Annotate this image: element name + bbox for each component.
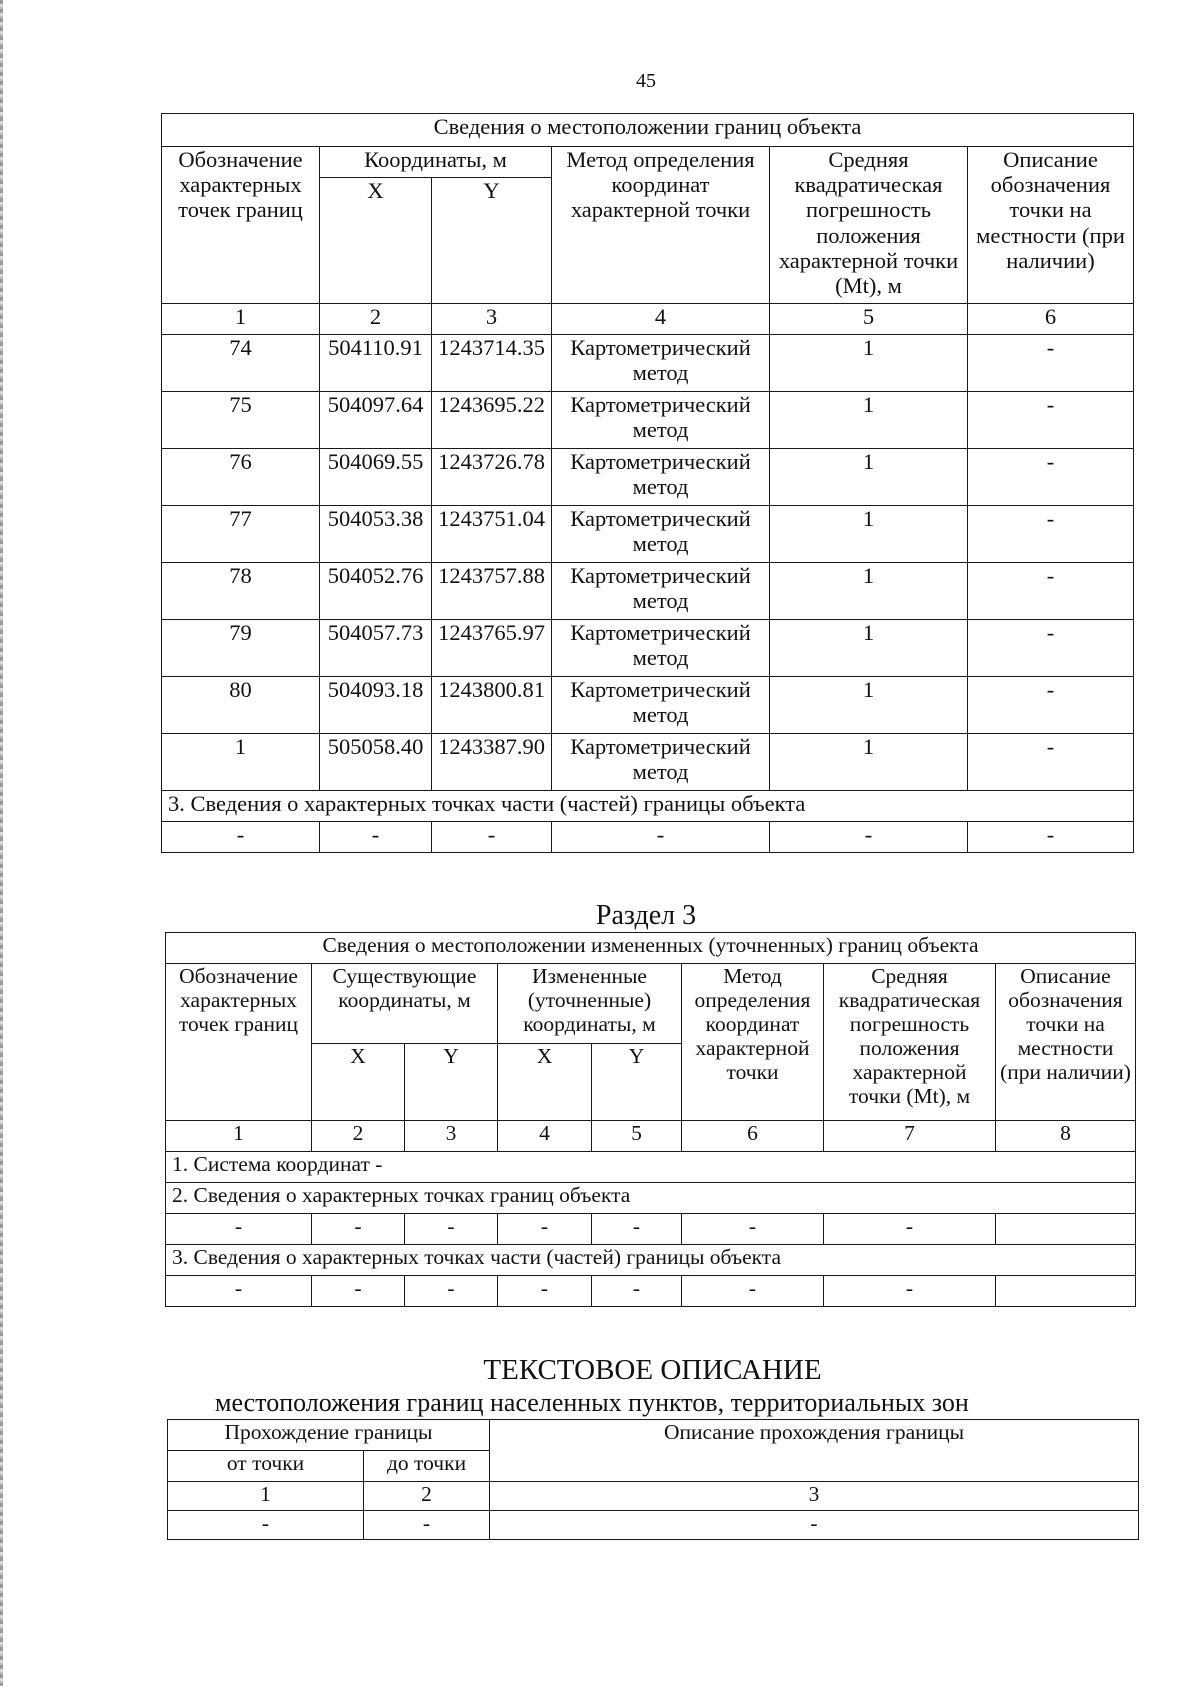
column-number: 3	[432, 304, 552, 335]
coord-x: 504057.73	[320, 620, 432, 677]
header-coordinates: Координаты, м	[320, 147, 552, 178]
table-row	[162, 335, 1134, 392]
column-number: 8	[996, 1121, 1136, 1152]
error: 1	[770, 620, 968, 677]
point-id: 77	[162, 506, 320, 563]
table-row	[162, 506, 1134, 563]
points-title: 2. Сведения о характерных точках границ объекта	[166, 1183, 1136, 1214]
column-number: 7	[824, 1121, 996, 1152]
error: 1	[770, 506, 968, 563]
header-to-point: до точки	[364, 1451, 490, 1482]
header-x: X	[312, 1043, 405, 1121]
coord-y: 1243751.04	[432, 506, 552, 563]
error: 1	[770, 392, 968, 449]
coord-y: 1243695.22	[432, 392, 552, 449]
empty-cell: -	[498, 1276, 592, 1307]
coord-y: 1243757.88	[432, 563, 552, 620]
scan-edge	[0, 0, 3, 1686]
empty-cell: -	[682, 1214, 824, 1245]
coord-x: 504097.64	[320, 392, 432, 449]
column-number: 2	[364, 1482, 490, 1511]
table-row	[162, 822, 1134, 853]
table-title: Сведения о местоположении границ объекта	[162, 114, 1134, 147]
table-row	[162, 563, 1134, 620]
table-row	[168, 1511, 1139, 1540]
coord-x: 504110.91	[320, 335, 432, 392]
point-id: 74	[162, 335, 320, 392]
part-points-title: 3. Сведения о характерных точках части (частей) границы объекта	[162, 791, 1134, 822]
header-point-designation: Обозначение характерных точек границ	[162, 147, 320, 304]
point-id: 80	[162, 677, 320, 734]
header-method: Метод определения координат характерной точки	[552, 147, 770, 304]
changed-boundary-table	[165, 932, 1136, 1307]
empty-cell: -	[498, 1214, 592, 1245]
column-number: 6	[682, 1121, 824, 1152]
table-row	[162, 677, 1134, 734]
method: Картометрический метод	[552, 449, 770, 506]
method: Картометрический метод	[552, 506, 770, 563]
empty-cell: -	[592, 1214, 682, 1245]
description: -	[968, 449, 1134, 506]
column-number: 6	[968, 304, 1134, 335]
empty-cell: -	[432, 822, 552, 853]
header-x: X	[320, 178, 432, 304]
header-x: X	[498, 1043, 592, 1121]
empty-cell: -	[682, 1276, 824, 1307]
description: -	[968, 734, 1134, 791]
point-id: 79	[162, 620, 320, 677]
part-points-title: 3. Сведения о характерных точках части (частей) границы объекта	[166, 1245, 1136, 1276]
column-number: 1	[168, 1482, 364, 1511]
table-title: Сведения о местоположении измененных (уточненных) границ объекта	[166, 933, 1136, 964]
column-number: 5	[592, 1121, 682, 1152]
page-number: 45	[636, 70, 656, 92]
empty-cell: -	[320, 822, 432, 853]
error: 1	[770, 677, 968, 734]
empty-cell	[996, 1276, 1136, 1307]
error: 1	[770, 335, 968, 392]
method: Картометрический метод	[552, 335, 770, 392]
empty-cell: -	[490, 1511, 1139, 1540]
header-existing-coordinates: Существующие координаты, м	[312, 964, 498, 1044]
description: -	[968, 392, 1134, 449]
column-number: 1	[162, 304, 320, 335]
empty-cell: -	[162, 822, 320, 853]
column-number: 1	[166, 1121, 312, 1152]
method: Картометрический метод	[552, 563, 770, 620]
table-row	[162, 392, 1134, 449]
point-id: 76	[162, 449, 320, 506]
header-from-point: от точки	[168, 1451, 364, 1482]
method: Картометрический метод	[552, 677, 770, 734]
empty-cell: -	[770, 822, 968, 853]
header-error: Средняя квадратическая погрешность положения характерной точки (Mt), м	[770, 147, 968, 304]
table-row	[162, 620, 1134, 677]
empty-cell: -	[364, 1511, 490, 1540]
boundary-location-table	[161, 113, 1134, 853]
empty-cell: -	[405, 1214, 498, 1245]
coord-y: 1243765.97	[432, 620, 552, 677]
column-number: 4	[498, 1121, 592, 1152]
header-y: Y	[432, 178, 552, 304]
column-number: 4	[552, 304, 770, 335]
method: Картометрический метод	[552, 620, 770, 677]
section-title: Раздел 3	[595, 900, 697, 931]
header-point-designation: Обозначение характерных точек границ	[166, 964, 312, 1121]
empty-cell: -	[552, 822, 770, 853]
coord-y: 1243800.81	[432, 677, 552, 734]
header-y: Y	[592, 1043, 682, 1121]
coord-x: 504093.18	[320, 677, 432, 734]
point-id: 75	[162, 392, 320, 449]
method: Картометрический метод	[552, 734, 770, 791]
header-y: Y	[405, 1043, 498, 1121]
header-error: Средняя квадратическая погрешность положения характерной точки (Mt), м	[824, 964, 996, 1121]
error: 1	[770, 449, 968, 506]
header-passage-description: Описание прохождения границы	[490, 1420, 1139, 1482]
empty-cell: -	[968, 822, 1134, 853]
empty-cell: -	[824, 1214, 996, 1245]
method: Картометрический метод	[552, 392, 770, 449]
empty-cell: -	[312, 1214, 405, 1245]
empty-cell: -	[312, 1276, 405, 1307]
table-row	[162, 449, 1134, 506]
description: -	[968, 563, 1134, 620]
header-description: Описание обозначения точки на местности (при наличии)	[996, 964, 1136, 1121]
header-method: Метод определения координат характерной точки	[682, 964, 824, 1121]
column-number: 2	[312, 1121, 405, 1152]
empty-cell: -	[592, 1276, 682, 1307]
column-number: 5	[770, 304, 968, 335]
point-id: 1	[162, 734, 320, 791]
table-row	[166, 1276, 1136, 1307]
column-number: 2	[320, 304, 432, 335]
description: -	[968, 335, 1134, 392]
empty-cell: -	[168, 1511, 364, 1540]
empty-cell: -	[166, 1214, 312, 1245]
coord-x: 504069.55	[320, 449, 432, 506]
boundary-description-table	[167, 1419, 1139, 1540]
description-subtitle: местоположения границ населенных пунктов, территориальных зон	[215, 1388, 969, 1417]
coord-y: 1243714.35	[432, 335, 552, 392]
coord-x: 504053.38	[320, 506, 432, 563]
column-number: 3	[490, 1482, 1139, 1511]
empty-cell: -	[166, 1276, 312, 1307]
header-passage: Прохождение границы	[168, 1420, 490, 1451]
empty-cell	[996, 1214, 1136, 1245]
empty-cell: -	[824, 1276, 996, 1307]
coord-x: 505058.40	[320, 734, 432, 791]
coord-y: 1243387.90	[432, 734, 552, 791]
coord-x: 504052.76	[320, 563, 432, 620]
column-number: 3	[405, 1121, 498, 1152]
coordinate-system: 1. Система координат -	[166, 1152, 1136, 1183]
description: -	[968, 620, 1134, 677]
error: 1	[770, 734, 968, 791]
description: -	[968, 506, 1134, 563]
header-changed-coordinates: Измененные (уточненные) координаты, м	[498, 964, 682, 1044]
header-description: Описание обозначения точки на местности (при наличии)	[968, 147, 1134, 304]
empty-cell: -	[405, 1276, 498, 1307]
description: -	[968, 677, 1134, 734]
table-row	[162, 734, 1134, 791]
description-title: ТЕКСТОВОЕ ОПИСАНИЕ	[483, 1354, 822, 1386]
point-id: 78	[162, 563, 320, 620]
coord-y: 1243726.78	[432, 449, 552, 506]
error: 1	[770, 563, 968, 620]
table-row	[166, 1214, 1136, 1245]
